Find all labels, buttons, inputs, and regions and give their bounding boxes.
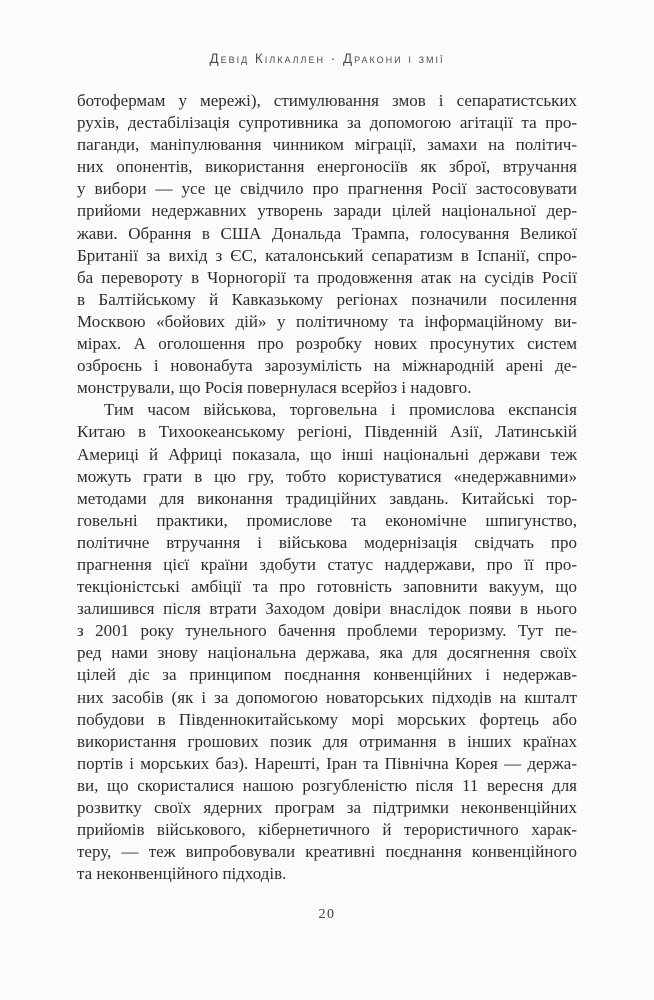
text-line: Москвою «бойових дій» у політичному та інформаційному ви- [77,311,577,331]
page-number: 20 [318,907,336,922]
text-line: можуть грати в цю гру, тобто користуватися «недержавними» [77,466,577,486]
running-header: Девід Кілкаллен · Дракони і змії [209,51,445,66]
text-line: використання грошових позик для отримання в інших країнах [77,731,577,751]
text-line: них засобів (як і за допомогою новаторських підходів на кшталт [77,687,577,707]
text-line: залишився після втрати Заходом довіри внаслідок появи в нього [77,599,577,619]
text-line: мірах. А оголошення про розробку нових просунутих систем [77,334,577,354]
text-line: текціоністські амбіції та про готовність заповнити вакуум, що [77,577,577,597]
text-line: ба перевороту в Чорногорії та продовження атак на сусідів Росії [77,267,577,287]
text-line: ви, що скористалися нашою розгубленістю після 11 вересня для [77,775,577,795]
text-line: Тим часом військова, торговельна і промислова експансія [104,400,577,420]
body-text [77,90,577,885]
text-line: прийоми недержавних утворень заради цілей національної дер- [77,201,577,221]
text-line: ред нами знову національна держава, яка для досягнення своїх [77,643,577,663]
text-line: теру, — теж випробовували креативні поєднання конвенційного [77,842,577,862]
text-line: озброєнь і новонабута зарозумілість на міжнародній арені де- [77,356,577,376]
text-line: рухів, дестабілізація супротивника за допомогою агітації та про- [77,113,577,133]
text-line: говельні практики, промислове та економічне шпигунство, [77,510,577,530]
text-line: цілей діє за принципом поєднання конвенційних і недержав- [77,665,577,685]
text-line: з 2001 року тунельного бачення проблеми тероризму. Тут пе- [77,621,577,641]
text-line: жави. Обрання в США Дональда Трампа, голосування Великої [77,223,577,243]
text-line: них опонентів, використання енергоносіїв як зброї, втручання [77,157,577,177]
paragraph [77,90,577,399]
text-line: Америці й Африці показала, що інші національні держави теж [77,444,577,464]
text-line: побудови в Південнокитайському морі морських фортець або [77,709,577,729]
text-line: Китаю в Тихоокеанському регіоні, Південній Азії, Латинській [77,422,577,442]
text-line: політичне втручання і військова модернізація свідчать про [77,532,577,552]
paragraph [77,399,577,885]
text-line: прийомів військового, кібернетичного й терористичного харак- [77,820,577,840]
text-line: ботофермам у мережі), стимулювання змов і сепаратистських [77,91,577,110]
text-line: та неконвенційного підходів. [77,864,287,884]
text-line: прагнення цієї країни здобути статус наддержави, про її про- [77,554,577,574]
text-line: паганди, маніпулювання чинником міграції, замахи на політич- [77,135,577,155]
text-line: монстрували, що Росія повернулася всерйоз і надовго. [77,378,472,398]
text-line: розвитку своїх ядерних програм за підтримки неконвенційних [77,798,577,817]
text-line: в Балтійському й Кавказькому регіонах позначили посилення [77,289,577,309]
text-line: у вибори — усе це свідчило про прагнення Росії застосовувати [77,179,577,199]
text-line: методами для виконання традиційних завдань. Китайські тор- [77,488,577,508]
text-line: Британії за вихід з ЄС, каталонський сепаратизм в Іспанії, спро- [77,245,577,265]
text-line: портів і морських баз). Нарешті, Іран та Північна Корея — держа- [77,753,577,773]
